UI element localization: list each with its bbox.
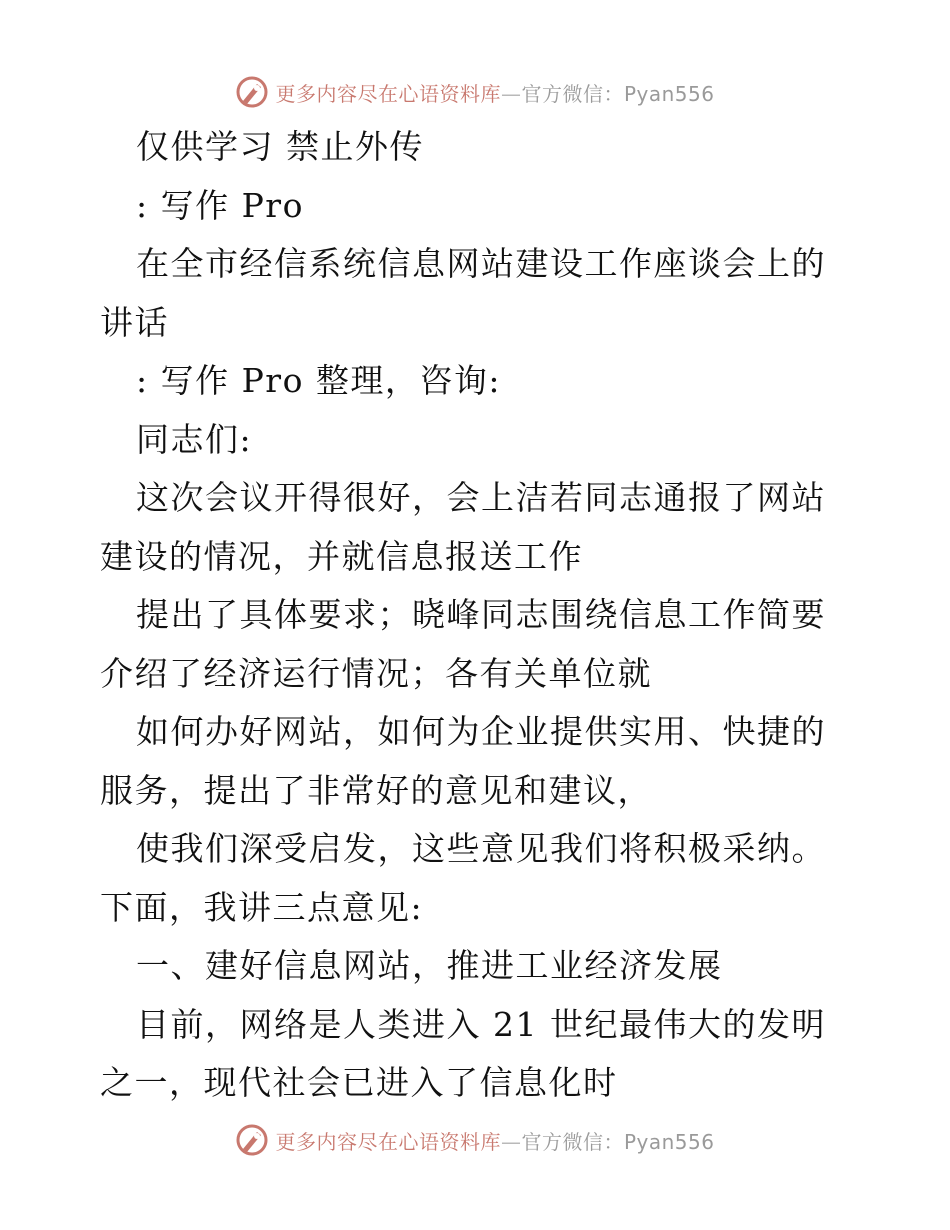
- notice-line: 仅供学习 禁止外传: [136, 127, 424, 166]
- body-paragraph: 使我们深受启发，这些意见我们将积极采纳。下面，我讲三点意见:: [100, 829, 826, 927]
- banner-wechat-text: 官方微信：Pyan556: [521, 1129, 715, 1154]
- banner-separator: —: [500, 81, 522, 106]
- body-paragraph: 这次会议开得很好，会上洁若同志通报了网站建设的情况，并就信息报送工作: [100, 478, 826, 576]
- body-paragraph: 提出了具体要求；晓峰同志围绕信息工作简要介绍了经济运行情况；各有关单位就: [100, 595, 826, 693]
- body-paragraph: 目前，网络是人类进入 21 世纪最伟大的发明之一，现代社会已进入了信息化时: [100, 1004, 826, 1102]
- banner-main-text: 更多内容尽在心语资料库: [275, 1129, 501, 1154]
- header-banner: [0, 70, 950, 114]
- body-paragraph: 如何办好网站，如何为企业提供实用、快捷的服务，提出了非常好的意见和建议，: [100, 712, 826, 810]
- author-line: : 写作 Pro: [136, 185, 304, 225]
- compiler-line: : 写作 Pro 整理，咨询:: [136, 361, 502, 400]
- pen-seal-icon: [235, 75, 269, 109]
- salutation: 同志们:: [136, 419, 253, 459]
- banner-separator: —: [500, 1129, 522, 1154]
- footer-banner: [0, 1118, 950, 1162]
- pen-seal-icon: [235, 1123, 269, 1157]
- banner-text: [275, 1126, 714, 1155]
- section-heading: 一、建好信息网站，推进工业经济发展: [136, 946, 723, 985]
- document-body: [100, 118, 860, 1113]
- document-title: 在全市经信系统信息网站建设工作座谈会上的讲话: [100, 244, 826, 342]
- banner-wechat-text: 官方微信：Pyan556: [521, 81, 715, 106]
- banner-main-text: 更多内容尽在心语资料库: [275, 81, 501, 106]
- banner-text: [275, 78, 714, 107]
